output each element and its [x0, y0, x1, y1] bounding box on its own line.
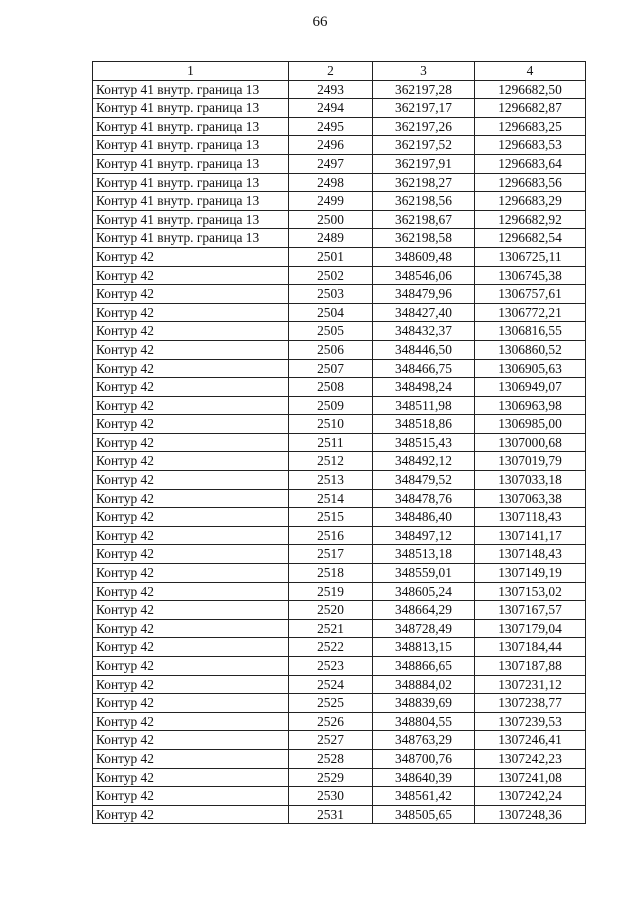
point-number-cell: 2525 — [289, 694, 373, 713]
x-coordinate-cell: 348728,49 — [373, 619, 475, 638]
y-coordinate-cell: 1296683,29 — [475, 192, 586, 211]
table-row — [93, 508, 586, 527]
point-number-cell: 2512 — [289, 452, 373, 471]
point-number-cell: 2493 — [289, 80, 373, 99]
table-row — [93, 433, 586, 452]
coordinates-table — [92, 61, 586, 824]
contour-name-cell: Контур 41 внутр. граница 13 — [93, 210, 289, 229]
point-number-cell: 2531 — [289, 805, 373, 824]
y-coordinate-cell: 1296683,53 — [475, 136, 586, 155]
x-coordinate-cell: 348546,06 — [373, 266, 475, 285]
y-coordinate-cell: 1307118,43 — [475, 508, 586, 527]
point-number-cell: 2505 — [289, 322, 373, 341]
point-number-cell: 2518 — [289, 564, 373, 583]
table-row — [93, 582, 586, 601]
contour-name-cell: Контур 42 — [93, 564, 289, 583]
column-header: 2 — [289, 62, 373, 81]
x-coordinate-cell: 348813,15 — [373, 638, 475, 657]
contour-name-cell: Контур 42 — [93, 378, 289, 397]
contour-name-cell: Контур 42 — [93, 285, 289, 304]
x-coordinate-cell: 348839,69 — [373, 694, 475, 713]
point-number-cell: 2495 — [289, 117, 373, 136]
x-coordinate-cell: 362197,52 — [373, 136, 475, 155]
y-coordinate-cell: 1306860,52 — [475, 340, 586, 359]
table-row — [93, 694, 586, 713]
contour-name-cell: Контур 42 — [93, 805, 289, 824]
y-coordinate-cell: 1306985,00 — [475, 415, 586, 434]
y-coordinate-cell: 1307000,68 — [475, 433, 586, 452]
x-coordinate-cell: 348640,39 — [373, 768, 475, 787]
x-coordinate-cell: 348498,24 — [373, 378, 475, 397]
y-coordinate-cell: 1296682,92 — [475, 210, 586, 229]
point-number-cell: 2489 — [289, 229, 373, 248]
x-coordinate-cell: 362198,56 — [373, 192, 475, 211]
y-coordinate-cell: 1307242,24 — [475, 787, 586, 806]
table-row — [93, 99, 586, 118]
y-coordinate-cell: 1307239,53 — [475, 712, 586, 731]
table-row — [93, 415, 586, 434]
x-coordinate-cell: 348559,01 — [373, 564, 475, 583]
point-number-cell: 2501 — [289, 247, 373, 266]
point-number-cell: 2499 — [289, 192, 373, 211]
table-row — [93, 266, 586, 285]
point-number-cell: 2526 — [289, 712, 373, 731]
y-coordinate-cell: 1307063,38 — [475, 489, 586, 508]
contour-name-cell: Контур 42 — [93, 582, 289, 601]
y-coordinate-cell: 1307141,17 — [475, 526, 586, 545]
contour-name-cell: Контур 42 — [93, 266, 289, 285]
table-row — [93, 396, 586, 415]
contour-name-cell: Контур 42 — [93, 452, 289, 471]
table-row — [93, 489, 586, 508]
y-coordinate-cell: 1306757,61 — [475, 285, 586, 304]
x-coordinate-cell: 362198,27 — [373, 173, 475, 192]
y-coordinate-cell: 1307148,43 — [475, 545, 586, 564]
x-coordinate-cell: 348446,50 — [373, 340, 475, 359]
x-coordinate-cell: 348763,29 — [373, 731, 475, 750]
point-number-cell: 2529 — [289, 768, 373, 787]
y-coordinate-cell: 1306963,98 — [475, 396, 586, 415]
point-number-cell: 2517 — [289, 545, 373, 564]
x-coordinate-cell: 348804,55 — [373, 712, 475, 731]
table-row — [93, 526, 586, 545]
column-header: 4 — [475, 62, 586, 81]
contour-name-cell: Контур 42 — [93, 675, 289, 694]
y-coordinate-cell: 1307246,41 — [475, 731, 586, 750]
point-number-cell: 2521 — [289, 619, 373, 638]
contour-name-cell: Контур 42 — [93, 489, 289, 508]
y-coordinate-cell: 1296682,50 — [475, 80, 586, 99]
table-row — [93, 675, 586, 694]
x-coordinate-cell: 362197,26 — [373, 117, 475, 136]
y-coordinate-cell: 1307153,02 — [475, 582, 586, 601]
table-row — [93, 564, 586, 583]
contour-name-cell: Контур 42 — [93, 433, 289, 452]
y-coordinate-cell: 1307179,04 — [475, 619, 586, 638]
point-number-cell: 2527 — [289, 731, 373, 750]
y-coordinate-cell: 1307149,19 — [475, 564, 586, 583]
contour-name-cell: Контур 41 внутр. граница 13 — [93, 99, 289, 118]
contour-name-cell: Контур 42 — [93, 657, 289, 676]
point-number-cell: 2500 — [289, 210, 373, 229]
y-coordinate-cell: 1307241,08 — [475, 768, 586, 787]
y-coordinate-cell: 1306745,38 — [475, 266, 586, 285]
x-coordinate-cell: 348609,48 — [373, 247, 475, 266]
page-number: 66 — [312, 14, 328, 30]
x-coordinate-cell: 348486,40 — [373, 508, 475, 527]
x-coordinate-cell: 348478,76 — [373, 489, 475, 508]
point-number-cell: 2498 — [289, 173, 373, 192]
table-row — [93, 229, 586, 248]
y-coordinate-cell: 1296682,87 — [475, 99, 586, 118]
table-row — [93, 210, 586, 229]
y-coordinate-cell: 1307248,36 — [475, 805, 586, 824]
point-number-cell: 2504 — [289, 303, 373, 322]
table-row — [93, 117, 586, 136]
contour-name-cell: Контур 42 — [93, 526, 289, 545]
x-coordinate-cell: 348561,42 — [373, 787, 475, 806]
x-coordinate-cell: 348518,86 — [373, 415, 475, 434]
y-coordinate-cell: 1306949,07 — [475, 378, 586, 397]
y-coordinate-cell: 1307187,88 — [475, 657, 586, 676]
y-coordinate-cell: 1307019,79 — [475, 452, 586, 471]
contour-name-cell: Контур 42 — [93, 340, 289, 359]
point-number-cell: 2507 — [289, 359, 373, 378]
contour-name-cell: Контур 41 внутр. граница 13 — [93, 154, 289, 173]
y-coordinate-cell: 1307184,44 — [475, 638, 586, 657]
table-row — [93, 768, 586, 787]
contour-name-cell: Контур 42 — [93, 731, 289, 750]
contour-name-cell: Контур 42 — [93, 712, 289, 731]
point-number-cell: 2519 — [289, 582, 373, 601]
contour-name-cell: Контур 42 — [93, 508, 289, 527]
point-number-cell: 2528 — [289, 749, 373, 768]
table-row — [93, 638, 586, 657]
x-coordinate-cell: 362198,58 — [373, 229, 475, 248]
x-coordinate-cell: 362197,28 — [373, 80, 475, 99]
contour-name-cell: Контур 42 — [93, 545, 289, 564]
contour-name-cell: Контур 41 внутр. граница 13 — [93, 173, 289, 192]
table-row — [93, 787, 586, 806]
x-coordinate-cell: 348466,75 — [373, 359, 475, 378]
y-coordinate-cell: 1307231,12 — [475, 675, 586, 694]
table-row — [93, 303, 586, 322]
x-coordinate-cell: 348515,43 — [373, 433, 475, 452]
table-row — [93, 657, 586, 676]
y-coordinate-cell: 1306816,55 — [475, 322, 586, 341]
contour-name-cell: Контур 41 внутр. граница 13 — [93, 117, 289, 136]
contour-name-cell: Контур 42 — [93, 749, 289, 768]
x-coordinate-cell: 348605,24 — [373, 582, 475, 601]
table-row — [93, 154, 586, 173]
y-coordinate-cell: 1296683,64 — [475, 154, 586, 173]
x-coordinate-cell: 348511,98 — [373, 396, 475, 415]
contour-name-cell: Контур 42 — [93, 396, 289, 415]
x-coordinate-cell: 348479,52 — [373, 471, 475, 490]
contour-name-cell: Контур 42 — [93, 768, 289, 787]
point-number-cell: 2515 — [289, 508, 373, 527]
table-row — [93, 619, 586, 638]
contour-name-cell: Контур 42 — [93, 471, 289, 490]
point-number-cell: 2513 — [289, 471, 373, 490]
contour-name-cell: Контур 42 — [93, 415, 289, 434]
table-row — [93, 359, 586, 378]
x-coordinate-cell: 348866,65 — [373, 657, 475, 676]
x-coordinate-cell: 348497,12 — [373, 526, 475, 545]
column-header: 3 — [373, 62, 475, 81]
contour-name-cell: Контур 42 — [93, 303, 289, 322]
contour-name-cell: Контур 41 внутр. граница 13 — [93, 229, 289, 248]
point-number-cell: 2511 — [289, 433, 373, 452]
y-coordinate-cell: 1307033,18 — [475, 471, 586, 490]
point-number-cell: 2497 — [289, 154, 373, 173]
point-number-cell: 2516 — [289, 526, 373, 545]
y-coordinate-cell: 1296683,25 — [475, 117, 586, 136]
table-row — [93, 749, 586, 768]
x-coordinate-cell: 348513,18 — [373, 545, 475, 564]
x-coordinate-cell: 362198,67 — [373, 210, 475, 229]
table-row — [93, 545, 586, 564]
y-coordinate-cell: 1307238,77 — [475, 694, 586, 713]
point-number-cell: 2506 — [289, 340, 373, 359]
x-coordinate-cell: 362197,17 — [373, 99, 475, 118]
table-row — [93, 285, 586, 304]
x-coordinate-cell: 348427,40 — [373, 303, 475, 322]
contour-name-cell: Контур 41 внутр. граница 13 — [93, 136, 289, 155]
y-coordinate-cell: 1296683,56 — [475, 173, 586, 192]
point-number-cell: 2510 — [289, 415, 373, 434]
x-coordinate-cell: 348884,02 — [373, 675, 475, 694]
point-number-cell: 2523 — [289, 657, 373, 676]
point-number-cell: 2522 — [289, 638, 373, 657]
table-row — [93, 712, 586, 731]
point-number-cell: 2503 — [289, 285, 373, 304]
x-coordinate-cell: 348432,37 — [373, 322, 475, 341]
table-row — [93, 471, 586, 490]
y-coordinate-cell: 1307167,57 — [475, 601, 586, 620]
table-row — [93, 322, 586, 341]
point-number-cell: 2496 — [289, 136, 373, 155]
point-number-cell: 2508 — [289, 378, 373, 397]
y-coordinate-cell: 1296682,54 — [475, 229, 586, 248]
x-coordinate-cell: 348700,76 — [373, 749, 475, 768]
x-coordinate-cell: 348479,96 — [373, 285, 475, 304]
point-number-cell: 2524 — [289, 675, 373, 694]
contour-name-cell: Контур 42 — [93, 359, 289, 378]
point-number-cell: 2494 — [289, 99, 373, 118]
table-row — [93, 340, 586, 359]
point-number-cell: 2514 — [289, 489, 373, 508]
point-number-cell: 2502 — [289, 266, 373, 285]
x-coordinate-cell: 348492,12 — [373, 452, 475, 471]
column-header: 1 — [93, 62, 289, 81]
contour-name-cell: Контур 42 — [93, 619, 289, 638]
table-row — [93, 136, 586, 155]
y-coordinate-cell: 1306725,11 — [475, 247, 586, 266]
contour-name-cell: Контур 42 — [93, 322, 289, 341]
contour-name-cell: Контур 42 — [93, 638, 289, 657]
y-coordinate-cell: 1306905,63 — [475, 359, 586, 378]
contour-name-cell: Контур 41 внутр. граница 13 — [93, 192, 289, 211]
y-coordinate-cell: 1307242,23 — [475, 749, 586, 768]
table-row — [93, 805, 586, 824]
table-row — [93, 247, 586, 266]
table-row — [93, 192, 586, 211]
y-coordinate-cell: 1306772,21 — [475, 303, 586, 322]
point-number-cell: 2509 — [289, 396, 373, 415]
point-number-cell: 2530 — [289, 787, 373, 806]
table-row — [93, 452, 586, 471]
table-row — [93, 601, 586, 620]
contour-name-cell: Контур 42 — [93, 694, 289, 713]
table-header-row — [93, 62, 586, 81]
table-row — [93, 173, 586, 192]
table-body — [93, 80, 586, 824]
point-number-cell: 2520 — [289, 601, 373, 620]
contour-name-cell: Контур 41 внутр. граница 13 — [93, 80, 289, 99]
x-coordinate-cell: 348505,65 — [373, 805, 475, 824]
x-coordinate-cell: 348664,29 — [373, 601, 475, 620]
table-row — [93, 378, 586, 397]
contour-name-cell: Контур 42 — [93, 247, 289, 266]
x-coordinate-cell: 362197,91 — [373, 154, 475, 173]
table-row — [93, 80, 586, 99]
contour-name-cell: Контур 42 — [93, 787, 289, 806]
contour-name-cell: Контур 42 — [93, 601, 289, 620]
table-row — [93, 731, 586, 750]
